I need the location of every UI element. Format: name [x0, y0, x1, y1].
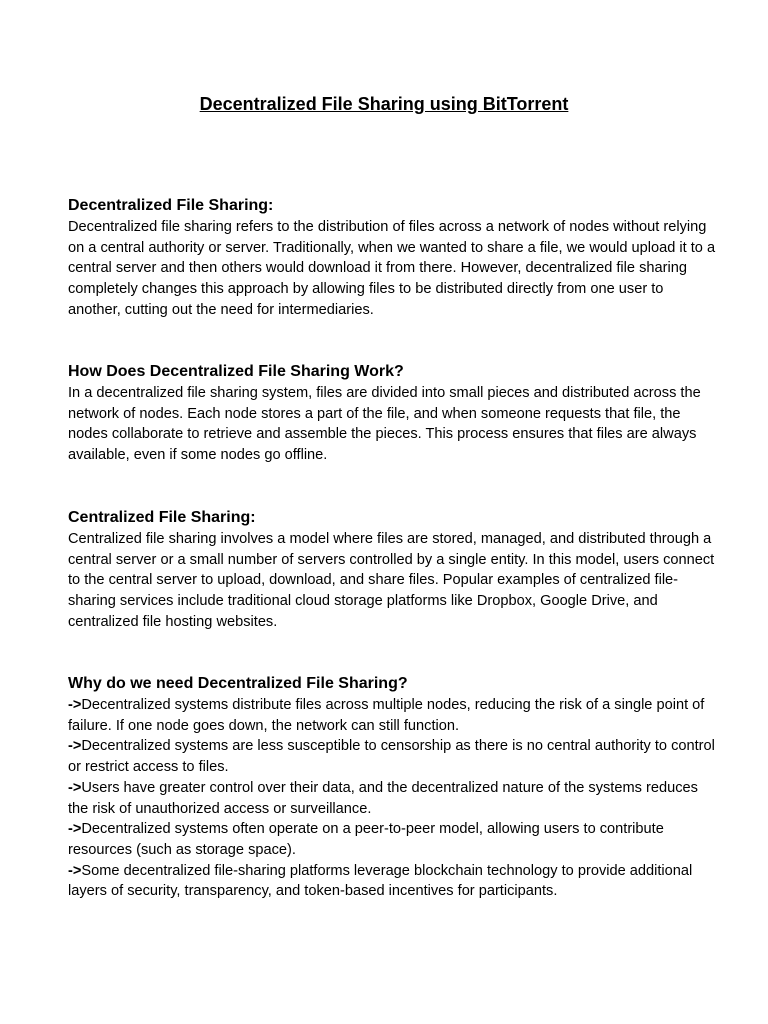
section-body: Decentralized file sharing refers to the distribution of files across a network of nodes without relying on a central authority or server. Traditionally, when we wanted to share a file, we would upload it to a central server and then others would download it from there. However, decentralized file sharing completely changes this approach by allowing files to be distributed directly from one user to another, cutting out the need for intermediaries. — [68, 219, 716, 318]
list-item-text: Decentralized systems often operate on a peer-to-peer model, allowing users to contribute resources (such as storage space). — [68, 821, 664, 858]
list-item — [68, 778, 718, 819]
arrow-marker: -> — [68, 738, 82, 755]
list-item-text: Decentralized systems distribute files across multiple nodes, reducing the risk of a single point of failure. If one node goes down, the network can still function. — [68, 697, 705, 734]
section-heading: How Does Decentralized File Sharing Work? — [68, 363, 404, 380]
list-item-text: Some decentralized file-sharing platforms leverage blockchain technology to provide additional layers of security, transparency, and token-based incentives for participants. — [68, 862, 693, 900]
list-item-text: Decentralized systems are less susceptible to censorship as there is no central authority to control or restrict access to files. — [68, 738, 715, 776]
section-body: Centralized file sharing involves a model where files are stored, managed, and distributed through a central server or a small number of servers controlled by a single entity. In this model, users connect to the central server to upload, download, and share files. Popular examples of centralized file-sharing services include traditional cloud storage platforms like Dropbox, Google Drive, and centralized file hosting websites. — [68, 531, 715, 630]
section-decentralized-file-sharing — [68, 195, 718, 321]
bullet-list — [68, 695, 718, 902]
section-centralized-file-sharing — [68, 507, 718, 633]
arrow-marker: -> — [68, 862, 82, 879]
list-item — [68, 736, 718, 777]
arrow-marker: -> — [68, 697, 82, 713]
list-item — [68, 695, 718, 736]
list-item-text: Users have greater control over their data, and the decentralized nature of the systems reduces the risk of unauthorized access or surveillance. — [68, 779, 698, 817]
section-heading: Why do we need Decentralized File Sharing? — [68, 675, 408, 692]
list-item — [68, 819, 718, 860]
section-body: In a decentralized file sharing system, files are divided into small pieces and distributed across the network of nodes. Each node stores a part of the file, and when someone requests that file, the nodes collaborate to retrieve and assemble the pieces. This process ensures that files are always available, even if some nodes go offline. — [68, 385, 701, 464]
section-heading: Decentralized File Sharing: — [68, 197, 274, 214]
arrow-marker: -> — [68, 821, 82, 838]
section-heading: Centralized File Sharing: — [68, 509, 256, 526]
section-why-decentralized — [68, 673, 718, 902]
list-item — [68, 861, 718, 902]
arrow-marker: -> — [68, 779, 82, 796]
section-how-it-works — [68, 361, 718, 466]
document-title: Decentralized File Sharing using BitTorrent — [199, 94, 569, 114]
